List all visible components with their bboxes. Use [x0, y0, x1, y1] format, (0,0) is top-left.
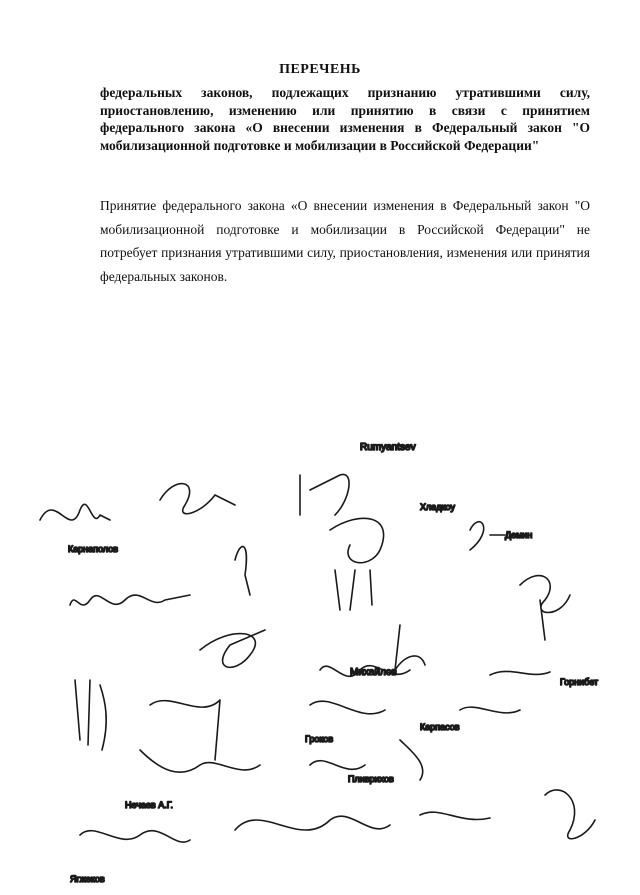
signature-stroke	[460, 707, 520, 713]
signature-stroke	[80, 831, 190, 842]
signature-name: Ягжеков	[70, 874, 105, 884]
signature-stroke	[330, 518, 384, 610]
document-title: ПЕРЕЧЕНЬ	[279, 62, 361, 77]
signature-stroke	[75, 680, 106, 750]
signature-stroke	[70, 595, 190, 605]
signature-name: Rumyantsev	[360, 442, 416, 453]
signature-stroke	[490, 671, 550, 675]
signature-name: Карнаполов	[68, 544, 119, 554]
signature-stroke	[420, 812, 490, 819]
signature-name: Демин	[505, 530, 533, 540]
signature-stroke	[300, 474, 349, 515]
signature-name: Пливрихов	[348, 774, 394, 784]
signature-name: Хладкоу	[420, 502, 455, 512]
document-subtitle: федеральных законов, подлежащих признанию утратившими силу, приостановлению, изменению или принятию в связи с принятием федерального закона «О внесении изменения в Федеральный закон "О мобилизационной подготовке и мобилизации в Российской Федерации"	[100, 85, 590, 153]
document-body: Принятие федерального закона «О внесении изменения в Федеральный закон "О мобилизационной подготовке и мобилизации в Российской Федерации" не потребует признания утратившими силу, приостановления, изменения или принятия федеральных законов.	[100, 198, 590, 284]
signature-stroke	[150, 700, 220, 760]
signature-stroke	[235, 816, 390, 830]
signature-stroke	[235, 546, 250, 595]
signature-stroke	[310, 701, 385, 714]
signature-stroke	[520, 576, 570, 640]
signatures-area	[0, 420, 640, 890]
signature-stroke	[545, 790, 595, 839]
signature-stroke	[40, 504, 110, 520]
signature-stroke	[400, 740, 423, 780]
signature-name: Карпасов	[420, 722, 460, 732]
signature-stroke	[395, 625, 425, 670]
signature-scribbles	[0, 420, 640, 890]
signature-name: Гроков	[305, 734, 334, 744]
signature-stroke	[140, 750, 260, 772]
signature-stroke	[200, 630, 265, 667]
signature-name: Горнибет	[560, 677, 599, 687]
signature-stroke	[310, 761, 365, 770]
signature-name: Михайлов	[350, 667, 397, 678]
signature-name: Нечаев А.Г.	[125, 800, 173, 810]
signature-stroke	[160, 484, 235, 514]
signature-stroke	[470, 522, 505, 550]
